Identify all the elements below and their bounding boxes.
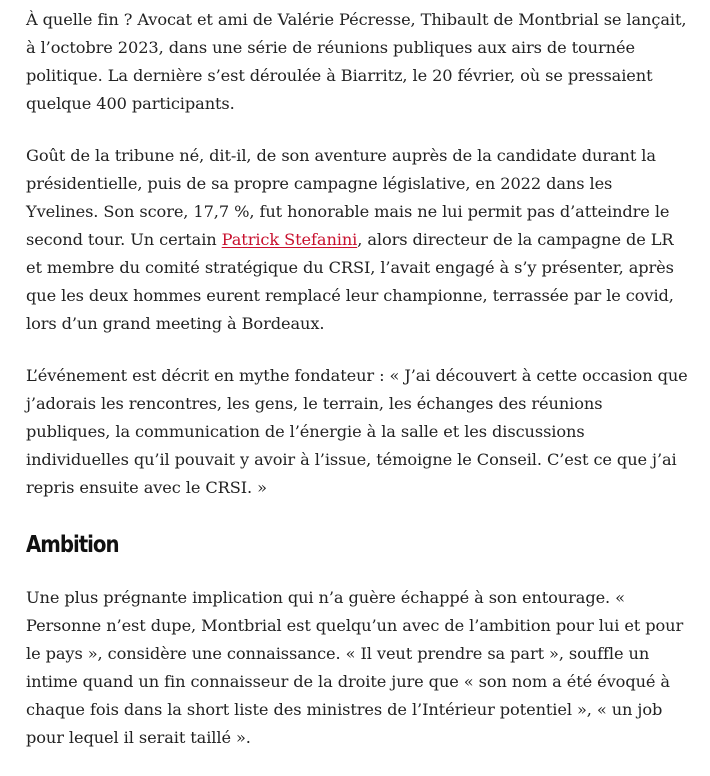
- article-paragraph: [26, 142, 688, 338]
- section-heading: Ambition: [26, 532, 119, 558]
- paragraph-text: Goût de la tribune né, dit-il, de son aventure auprès de la candidate durant la présidentielle, puis de sa propre campagne législative, en 2022 dans les Yvelines. Son score, 17,7 %, fut honorable mais ne lui permit pas d’atteindre le second tour. Un certain: [26, 146, 670, 249]
- article-paragraph: Une plus prégnante implication qui n’a guère échappé à son entourage. « Personne n’est dupe, Montbrial est quelqu’un avec de l’ambition pour lui et pour le pays », considère une connaissance. « Il veut prendre sa part », souffle un intime quand un fin connaisseur de la droite jure que « son nom a été évoqué à chaque fois dans la short liste des ministres de l’Intérieur potentiel », « un job pour lequel il serait taillé ».: [26, 588, 684, 747]
- article-paragraph: À quelle fin ? Avocat et ami de Valérie Pécresse, Thibault de Montbrial se lançait, à l’octobre 2023, dans une série de réunions publiques aux airs de tournée politique. La dernière s’est déroulée à Biarritz, le 20 février, où se pressaient quelque 400 participants.: [26, 10, 687, 113]
- article-body: [26, 6, 688, 776]
- article-paragraph: L’événement est décrit en mythe fondateur : « J’ai découvert à cette occasion que j’adorais les rencontres, les gens, le terrain, les échanges des réunions publiques, la communication de l’énergie à la salle et les discussions individuelles qu’il pouvait y avoir à l’issue, témoigne le Conseil. C’est ce que j’ai repris ensuite avec le CRSI. »: [26, 366, 688, 497]
- patrick-stefanini-link[interactable]: Patrick Stefanini: [221, 230, 358, 249]
- paragraph-text: , alors directeur de la campagne de LR et membre du comité stratégique du CRSI, l’avait engagé à s’y présenter, après que les deux hommes eurent remplacé leur championne, terrassée par le covid, lors d’un grand meeting à Bordeaux.: [26, 230, 674, 333]
